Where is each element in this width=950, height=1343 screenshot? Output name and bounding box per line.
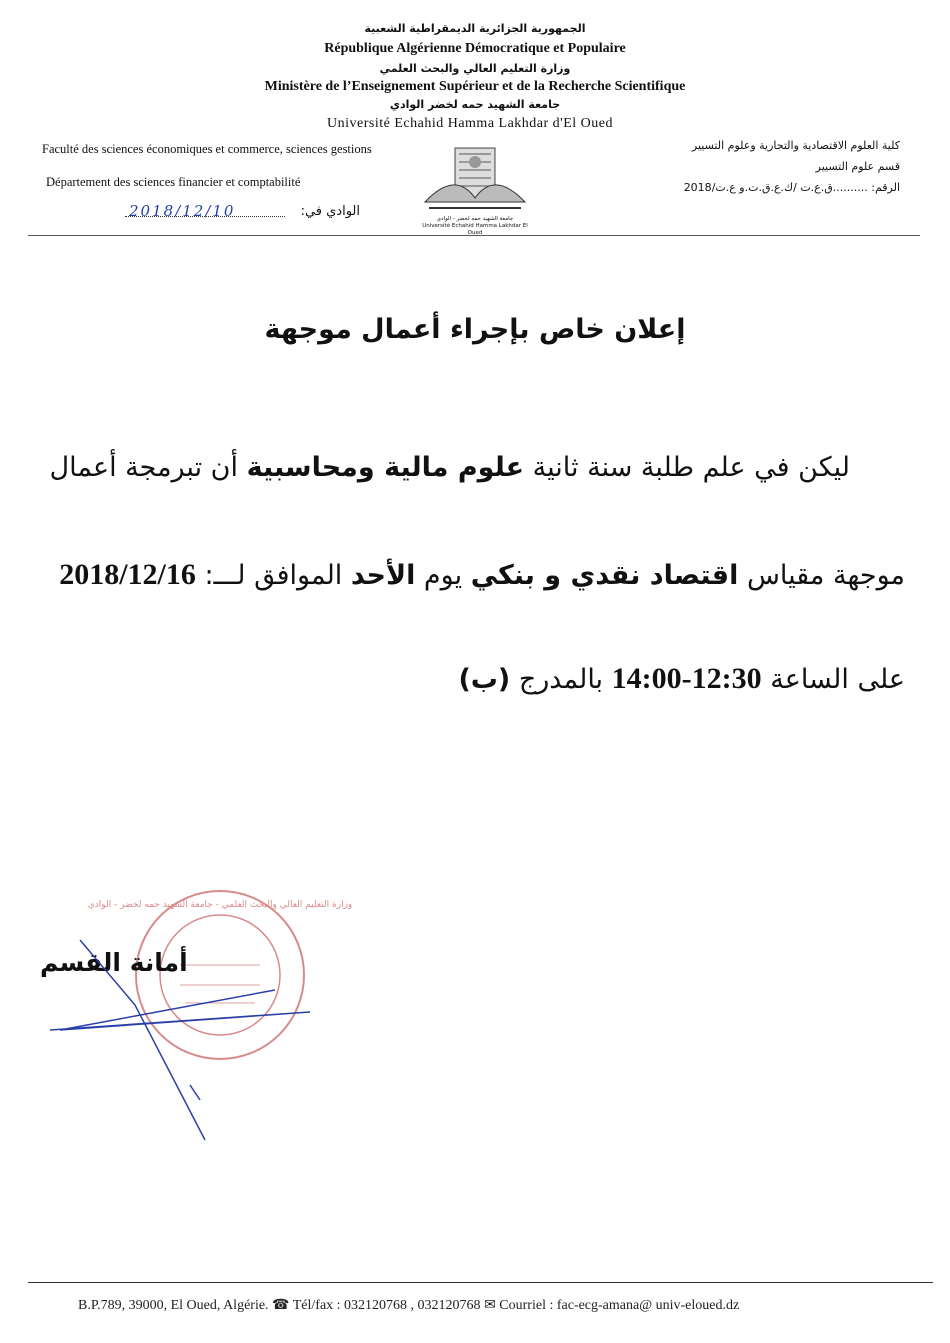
signature-label: أمانة القسم [40,948,188,977]
body-line-2-a: موجهة مقياس [746,560,905,591]
faculty-fr: Faculté des sciences économiques et commerce, sciences gestions [42,142,372,156]
body-line-2-day: الأحد [350,560,416,591]
department-ar: قسم علوم التسيير [815,160,900,173]
date-handwritten: 2018/12/10 [129,202,236,220]
body-line-3-time: 14:00-12:30 [611,662,762,695]
body-line-2-e: الموافق لـــ: [204,560,343,591]
footer-address: B.P.789, 39000, El Oued, Algérie. [78,1298,269,1313]
body-line-2-c: يوم [423,560,463,591]
handwritten-signature [40,935,330,1150]
date-label: الوادي في: [300,204,360,219]
university-logo [415,140,535,236]
footer-rule [28,1282,933,1283]
republic-ar: الجمهورية الجزائرية الديمقراطية الشعبية [364,22,586,35]
body-line-3 [458,662,905,696]
announcement-title: إعلان خاص بإجراء أعمال موجهة [264,314,686,345]
university-fr: Université Echahid Hamma Lakhdar d'El Oued [327,116,613,131]
phone-icon: ☎ [272,1298,290,1313]
ministry-fr: Ministère de l’Enseignement Supérieur et de la Recherche Scientifique [264,79,686,94]
footer [78,1297,739,1314]
reference-number: الرقم: ..........ق.ع.ت /ك.ع.ق.ت.و ع.ت/2018 [683,181,900,194]
body-line-1-specialty: علوم مالية ومحاسبية [246,452,525,483]
date-line [125,204,360,224]
body-line-3-b: بالمدرج [518,664,604,695]
body-line-3-a: على الساعة [770,664,905,695]
department-fr: Département des sciences financier et comptabilité [46,175,301,189]
university-ar: جامعة الشهيد حمه لخضر الوادي [389,98,561,111]
body-line-2-date: 2018/12/16 [59,558,196,591]
footer-email: Courriel : fac-ecg-amana@ univ-eloued.dz [499,1298,740,1313]
logo-caption-fr: Université Echahid Hamma Lakhdar El Oued [422,223,528,236]
body-line-3-room: (ب) [458,664,511,695]
logo-caption-ar: جامعة الشهيد حمه لخضر - الوادي [436,216,514,222]
university-logo-graphic [415,140,535,216]
body-line-2 [59,558,905,592]
body-line-1-a: ليكن في علم طلبة سنة ثانية [532,452,850,483]
republic-fr: République Algérienne Démocratique et Populaire [324,41,626,56]
mail-icon: ✉ [484,1298,496,1313]
ministry-ar: وزارة التعليم العالي والبحث العلمي [379,62,571,75]
body-line-2-subject: اقتصاد نقدي و بنكي [470,560,739,591]
stamp-text: وزارة التعليم العالي والبحث العلمي - جامعة الشهيد حمه لخضر - الوادي [87,900,353,910]
header-rule [28,235,920,236]
footer-tel: Tél/fax : 032120768 , 032120768 [292,1298,481,1313]
body-line-1-c: أن تبرمجة أعمال [49,452,239,483]
faculty-ar: كلية العلوم الاقتصادية والتجارية وعلوم التسيير [691,139,900,152]
logo-caption [415,216,535,237]
body-line-1 [50,452,850,483]
